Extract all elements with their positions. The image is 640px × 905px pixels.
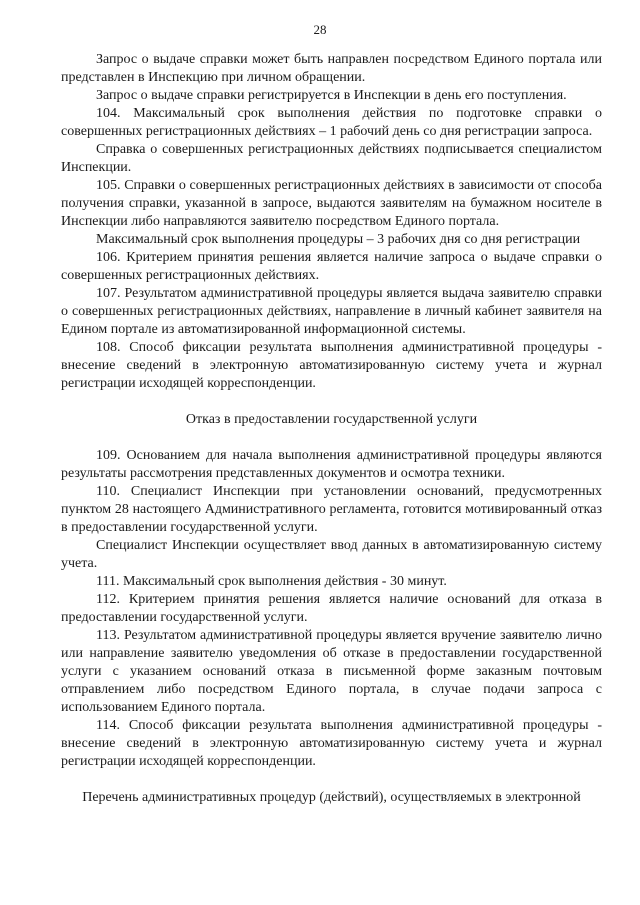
paragraph: Запрос о выдаче справки регистрируется в Инспекции в день его поступления. xyxy=(96,88,567,103)
page-number: 28 xyxy=(313,22,327,37)
paragraph: 114. Способ фиксации результата выполнения административной процедуры - внесение сведений в электронную автоматизированную систему учета и журнал регистрации исходящей корреспонденции. xyxy=(61,718,602,769)
paragraph: 109. Основанием для начала выполнения административной процедуры являются результаты рассмотрения представленных документов и осмотра техники. xyxy=(61,448,602,481)
paragraph: 105. Справки о совершенных регистрационных действиях в зависимости от способа получения справки, указанной в запросе, выдаются заявителям на бумажном носителе в Инспекции либо направляются заявителю посредством Единого портала. xyxy=(61,178,602,229)
paragraph: Справка о совершенных регистрационных действиях подписывается специалистом Инспекции. xyxy=(61,142,602,175)
paragraph: 106. Критерием принятия решения является наличие запроса о выдаче справки о совершенных регистрационных действиях. xyxy=(61,250,602,283)
paragraph: Максимальный срок выполнения процедуры – 3 рабочих дня со дня регистрации xyxy=(96,232,581,247)
paragraph: Специалист Инспекции осуществляет ввод данных в автоматизированную систему учета. xyxy=(61,538,602,571)
trailing-heading: Перечень административных процедур (действий), осуществляемых в электронной xyxy=(82,790,581,805)
paragraph: 113. Результатом административной процедуры является вручение заявителю лично или направление заявителю уведомления об отказе в предоставлении государственной услуги с указанием оснований отказа в письменной форме заказным почтовым отправлением либо посредством Единого портала, в случае подачи запроса с использованием Единого портала. xyxy=(61,628,602,715)
paragraph: 108. Способ фиксации результата выполнения административной процедуры - внесение сведений в электронную автоматизированную систему учета и журнал регистрации исходящей корреспонденции. xyxy=(61,340,602,391)
section-heading: Отказ в предоставлении государственной услуги xyxy=(185,412,478,427)
paragraph: 110. Специалист Инспекции при установлении оснований, предусмотренных пунктом 28 настоящего Административного регламента, готовится мотивированный отказ в предоставлении государственной услуги. xyxy=(61,484,602,535)
paragraph: Запрос о выдаче справки может быть направлен посредством Единого портала или представлен в Инспекцию при личном обращении. xyxy=(61,52,602,85)
page-body xyxy=(61,51,602,807)
paragraph: 111. Максимальный срок выполнения действия - 30 минут. xyxy=(96,574,447,589)
paragraph: 104. Максимальный срок выполнения действия по подготовке справки о совершенных регистрационных действиях – 1 рабочий день со дня регистрации запроса. xyxy=(61,106,602,139)
paragraph: 112. Критерием принятия решения является наличие оснований для отказа в предоставлении государственной услуги. xyxy=(61,592,602,625)
paragraph: 107. Результатом административной процедуры является выдача заявителю справки о совершенных регистрационных действиях, направление в личный кабинет заявителя на Едином портале из автоматизированной информационной системы. xyxy=(61,286,602,337)
